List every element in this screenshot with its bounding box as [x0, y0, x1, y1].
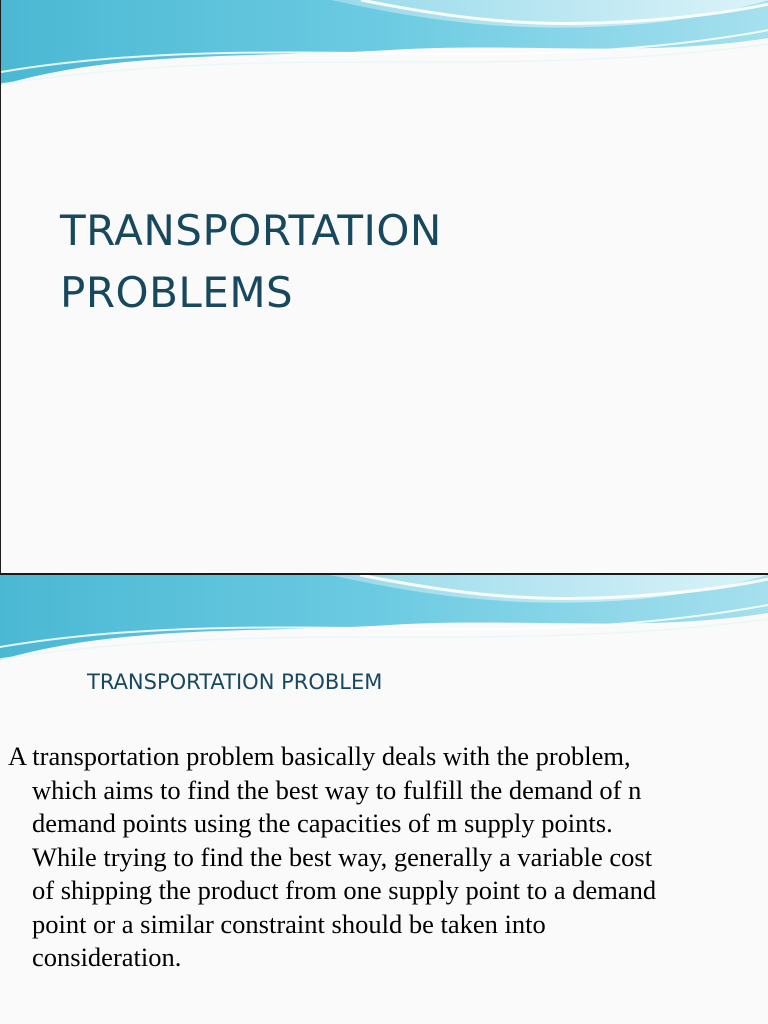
slide-body-text: A transportation problem basically deals with the problem, which aims to find the best way to fulfill the demand of n demand points using the capacities of m supply points. While trying to find the best way, generally a variable cost of shipping the product from one supply point to a demand point or a similar constraint should be taken into consideration.	[8, 741, 657, 972]
slide-title-line: TRANSPORTATION	[60, 206, 442, 255]
slide-heading: TRANSPORTATION PROBLEM	[87, 670, 383, 694]
wave-banner-decoration	[0, 575, 768, 665]
wave-banner-decoration	[1, 0, 768, 90]
slide-title-line: PROBLEMS	[60, 268, 294, 317]
content-slide	[0, 575, 768, 1024]
slide-title	[60, 200, 442, 324]
